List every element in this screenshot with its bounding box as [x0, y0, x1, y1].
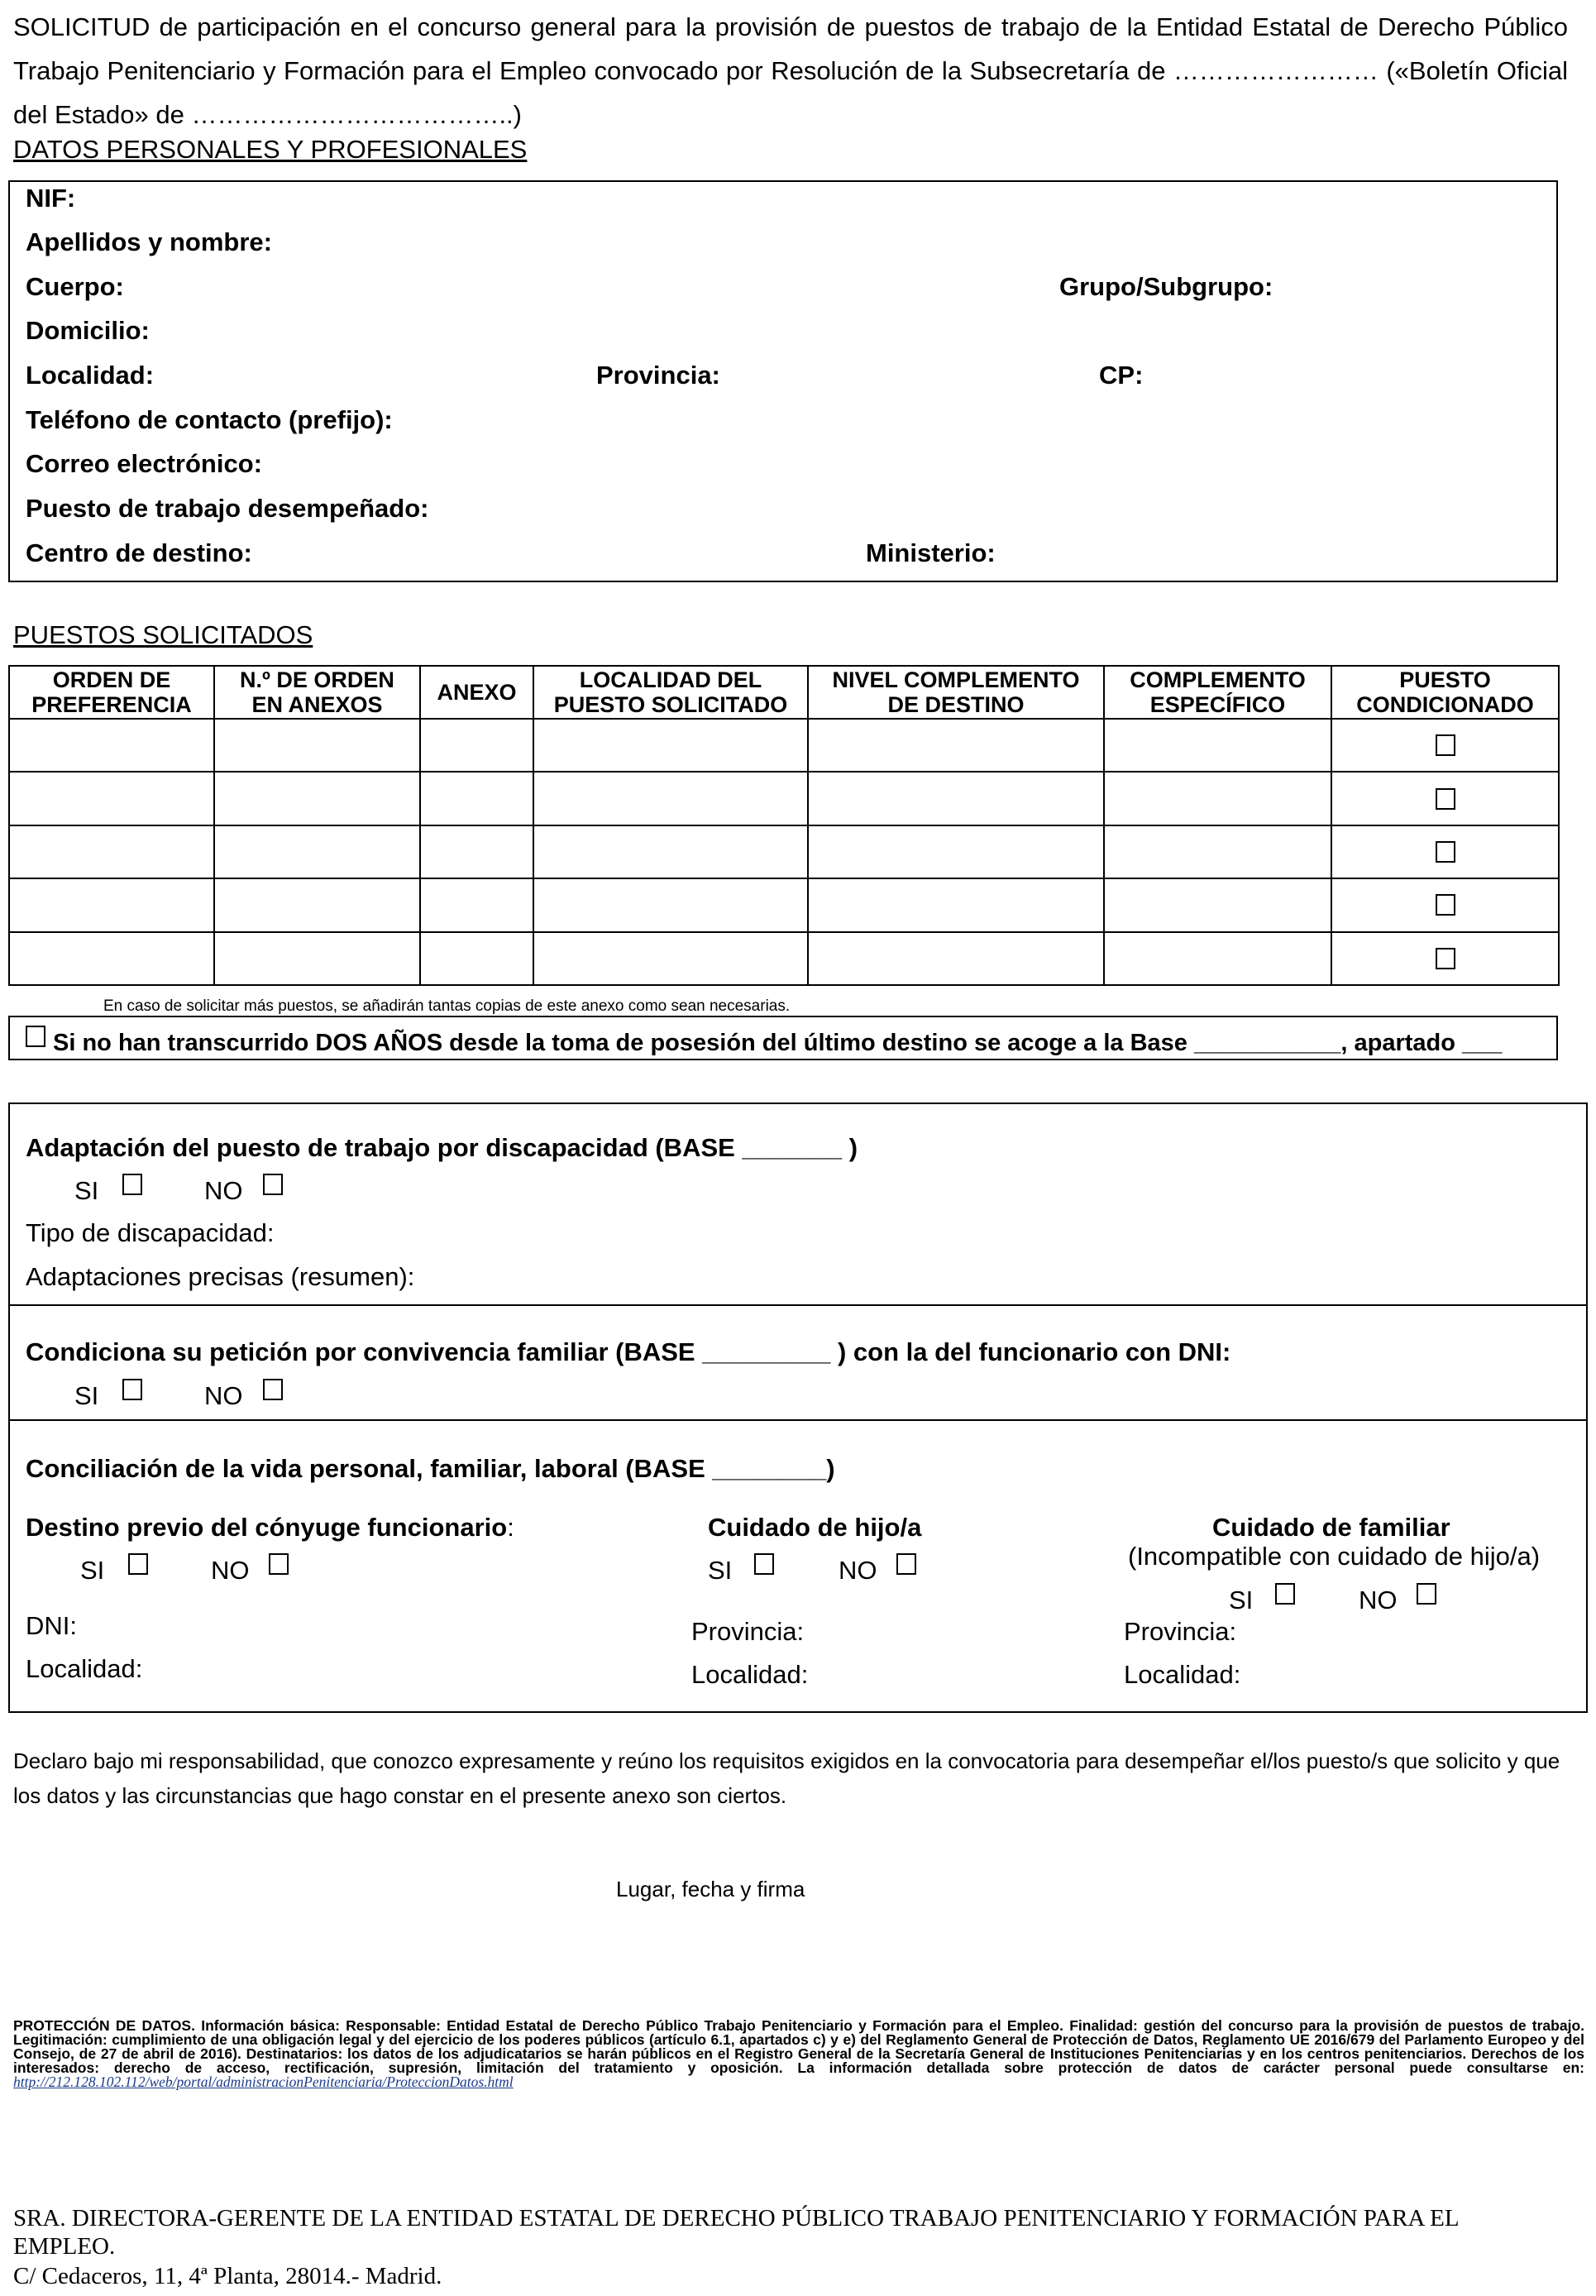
cell-nivel[interactable]: [808, 932, 1104, 985]
familiar-no-checkbox[interactable]: [1417, 1583, 1436, 1605]
familiar-si-checkbox[interactable]: [1275, 1583, 1295, 1605]
table-row: [9, 772, 1559, 825]
cell-orden[interactable]: [9, 719, 214, 772]
header-anexo: ANEXO: [420, 666, 533, 719]
conyuge-si-checkbox[interactable]: [128, 1553, 148, 1575]
convivencia-title: Condiciona su petición por convivencia familiar (BASE _________ ) con la del funcionario con DNI:: [26, 1337, 1231, 1366]
cell-anexo[interactable]: [420, 719, 533, 772]
convivencia-si-label: SI: [74, 1381, 99, 1410]
cell-nivel[interactable]: [808, 719, 1104, 772]
conciliacion-title: Conciliación de la vida personal, familiar, laboral (BASE ________): [26, 1454, 835, 1483]
puestos-table: [8, 665, 1560, 986]
cell-condicionado: [1331, 932, 1559, 985]
divider: [8, 1304, 1588, 1306]
domicilio-label: Domicilio:: [26, 316, 150, 345]
hijo-si-label: SI: [708, 1556, 733, 1585]
direccion: C/ Cedaceros, 11, 4ª Planta, 28014.- Madrid.: [13, 2263, 442, 2289]
destinatario-line-2: EMPLEO.: [13, 2233, 116, 2260]
datos-personales-title: DATOS PERSONALES Y PROFESIONALES: [13, 135, 528, 164]
familiar-title: Cuidado de familiar: [1212, 1513, 1450, 1542]
convivencia-no-checkbox[interactable]: [263, 1379, 283, 1400]
familiar-localidad-label: Localidad:: [1124, 1660, 1241, 1689]
hijo-provincia-label: Provincia:: [691, 1617, 805, 1646]
header-n-orden: N.º DE ORDEN EN ANEXOS: [214, 666, 420, 719]
adaptacion-no-checkbox[interactable]: [263, 1174, 283, 1195]
cell-anexo[interactable]: [420, 878, 533, 931]
centro-label: Centro de destino:: [26, 538, 252, 567]
puestos-header-row: [9, 666, 1559, 719]
apellidos-label: Apellidos y nombre:: [26, 227, 272, 256]
condicionado-checkbox[interactable]: [1436, 948, 1455, 969]
hijo-si-checkbox[interactable]: [754, 1553, 774, 1575]
dos-anos-text: Si no han transcurrido DOS AÑOS desde la toma de posesión del último destino se acoge a la Base ___________, apartado ___: [53, 1030, 1503, 1056]
proteccion-datos: [13, 2019, 1584, 2089]
table-row: [9, 878, 1559, 931]
divider: [8, 1419, 1588, 1421]
header-nivel: NIVEL COMPLEMENTO DE DESTINO: [808, 666, 1104, 719]
cell-n-orden[interactable]: [214, 825, 420, 878]
header-especifico: COMPLEMENTO ESPECÍFICO: [1104, 666, 1331, 719]
table-row: [9, 825, 1559, 878]
hijo-localidad-label: Localidad:: [691, 1660, 809, 1689]
declaracion-text: Declaro bajo mi responsabilidad, que conozco expresamente y reúno los requisitos exigidos en la convocatoria para desempeñar el/los puesto/s que solicito y que los datos y las circunstancias que hago constar en el presente anexo son ciertos.: [13, 1748, 1560, 1808]
cell-anexo[interactable]: [420, 932, 533, 985]
header-condicionado: PUESTO CONDICIONADO: [1331, 666, 1559, 719]
cell-n-orden[interactable]: [214, 878, 420, 931]
dos-anos-checkbox[interactable]: [26, 1026, 45, 1047]
hijo-no-label: NO: [839, 1556, 877, 1585]
condicionado-checkbox[interactable]: [1436, 841, 1455, 863]
header-localidad: LOCALIDAD DEL PUESTO SOLICITADO: [533, 666, 808, 719]
cell-orden[interactable]: [9, 825, 214, 878]
condicionado-checkbox[interactable]: [1436, 894, 1455, 916]
telefono-label: Teléfono de contacto (prefijo):: [26, 405, 393, 434]
cuerpo-label: Cuerpo:: [26, 272, 124, 301]
intro-paragraph: SOLICITUD de participación en el concurso general para la provisión de puestos de trabajo de la Entidad Estatal de Derecho Público Trabajo Penitenciario y Formación para el Empleo convocado por Resolución de la Subsecretaría de …………………… («Boletín Oficial del Estado» de ………………………………..): [13, 12, 1568, 129]
cell-nivel[interactable]: [808, 878, 1104, 931]
conyuge-no-label: NO: [211, 1556, 250, 1585]
puesto-label: Puesto de trabajo desempeñado:: [26, 494, 429, 523]
familiar-si-label: SI: [1229, 1586, 1254, 1614]
proteccion-link[interactable]: http://212.128.102.112/web/portal/administracionPenitenciaria/ProteccionDatos.html: [13, 2074, 514, 2090]
conyuge-title: Destino previo del cónyuge funcionario:: [26, 1513, 514, 1542]
conyuge-no-checkbox[interactable]: [269, 1553, 289, 1575]
cell-condicionado: [1331, 719, 1559, 772]
convivencia-no-label: NO: [204, 1381, 243, 1410]
cp-label: CP:: [1099, 361, 1144, 390]
cell-n-orden[interactable]: [214, 932, 420, 985]
hijo-title: Cuidado de hijo/a: [708, 1513, 922, 1542]
grupo-label: Grupo/Subgrupo:: [1059, 272, 1273, 301]
proteccion-text: PROTECCIÓN DE DATOS. Información básica: Responsable: Entidad Estatal de Derecho Público Trabajo Penitenciario y Formación para el Empleo. Finalidad: gestión del concurso para la provisión de puestos de trabajo. Legitimación: cumplimiento de una obligación legal y del ejercicio de los poderes públicos (artículo 6.1, apartados c) y e) del Reglamento General de Protección de Datos, Reglamento UE 2016/679 del Parlamento Europeo y del Consejo, de 27 de abril de 2016). Destinatarios: los datos de los adjudicatarios se harán públicos en el Registro General de la Secretaría General de Instituciones Penitenciarias y en los centros penitenciarios. Derechos de los interesados: derecho de acceso, rectificación, supresión, limitación del tratamiento y oposición. La información detallada sobre protección de datos de carácter personal puede consultarse en:: [13, 2017, 1584, 2076]
adaptacion-si-checkbox[interactable]: [122, 1174, 142, 1195]
hijo-no-checkbox[interactable]: [896, 1553, 916, 1575]
adaptacion-no-label: NO: [204, 1176, 243, 1205]
cell-anexo[interactable]: [420, 825, 533, 878]
cell-n-orden[interactable]: [214, 719, 420, 772]
cell-condicionado: [1331, 825, 1559, 878]
cell-especifico[interactable]: [1104, 825, 1331, 878]
puestos-title: PUESTOS SOLICITADOS: [13, 620, 313, 649]
nif-label: NIF:: [26, 184, 76, 213]
table-row: [9, 932, 1559, 985]
cell-localidad[interactable]: [533, 772, 808, 825]
conyuge-dni-label: DNI:: [26, 1611, 77, 1640]
familiar-no-label: NO: [1359, 1586, 1398, 1614]
cell-condicionado: [1331, 772, 1559, 825]
ministerio-label: Ministerio:: [866, 538, 996, 567]
cell-orden[interactable]: [9, 772, 214, 825]
cell-especifico[interactable]: [1104, 932, 1331, 985]
cell-localidad[interactable]: [533, 719, 808, 772]
cell-condicionado: [1331, 878, 1559, 931]
cell-nivel[interactable]: [808, 825, 1104, 878]
convivencia-si-checkbox[interactable]: [122, 1379, 142, 1400]
condicionado-checkbox[interactable]: [1436, 788, 1455, 810]
cell-especifico[interactable]: [1104, 772, 1331, 825]
adaptacion-si-label: SI: [74, 1176, 99, 1205]
puestos-note: En caso de solicitar más puestos, se añadirán tantas copias de este anexo como sean necesarias.: [103, 997, 791, 1015]
firma-label: Lugar, fecha y firma: [616, 1877, 805, 1901]
localidad-label: Localidad:: [26, 361, 155, 390]
conyuge-localidad-label: Localidad:: [26, 1654, 143, 1683]
cell-localidad[interactable]: [533, 878, 808, 931]
adaptacion-title: Adaptación del puesto de trabajo por discapacidad (BASE _______ ): [26, 1133, 858, 1162]
table-row: [9, 719, 1559, 772]
condicionado-checkbox[interactable]: [1436, 734, 1455, 756]
header-orden: ORDEN DE PREFERENCIA: [9, 666, 214, 719]
cell-localidad[interactable]: [533, 932, 808, 985]
provincia-label: Provincia:: [596, 361, 720, 390]
cell-orden[interactable]: [9, 878, 214, 931]
cell-anexo[interactable]: [420, 772, 533, 825]
familiar-provincia-label: Provincia:: [1124, 1617, 1237, 1646]
cell-localidad[interactable]: [533, 825, 808, 878]
cell-nivel[interactable]: [808, 772, 1104, 825]
adaptaciones-label: Adaptaciones precisas (resumen):: [26, 1262, 415, 1291]
correo-label: Correo electrónico:: [26, 449, 262, 478]
familiar-subtitle: (Incompatible con cuidado de hijo/a): [1128, 1542, 1541, 1571]
cell-especifico[interactable]: [1104, 719, 1331, 772]
conyuge-si-label: SI: [80, 1556, 105, 1585]
cell-especifico[interactable]: [1104, 878, 1331, 931]
destinatario-line-1: SRA. DIRECTORA-GERENTE DE LA ENTIDAD ESTATAL DE DERECHO PÚBLICO TRABAJO PENITENCIARIO Y FORMACIÓN PARA EL: [13, 2205, 1460, 2231]
tipo-discapacidad-label: Tipo de discapacidad:: [26, 1218, 275, 1247]
cell-orden[interactable]: [9, 932, 214, 985]
cell-n-orden[interactable]: [214, 772, 420, 825]
